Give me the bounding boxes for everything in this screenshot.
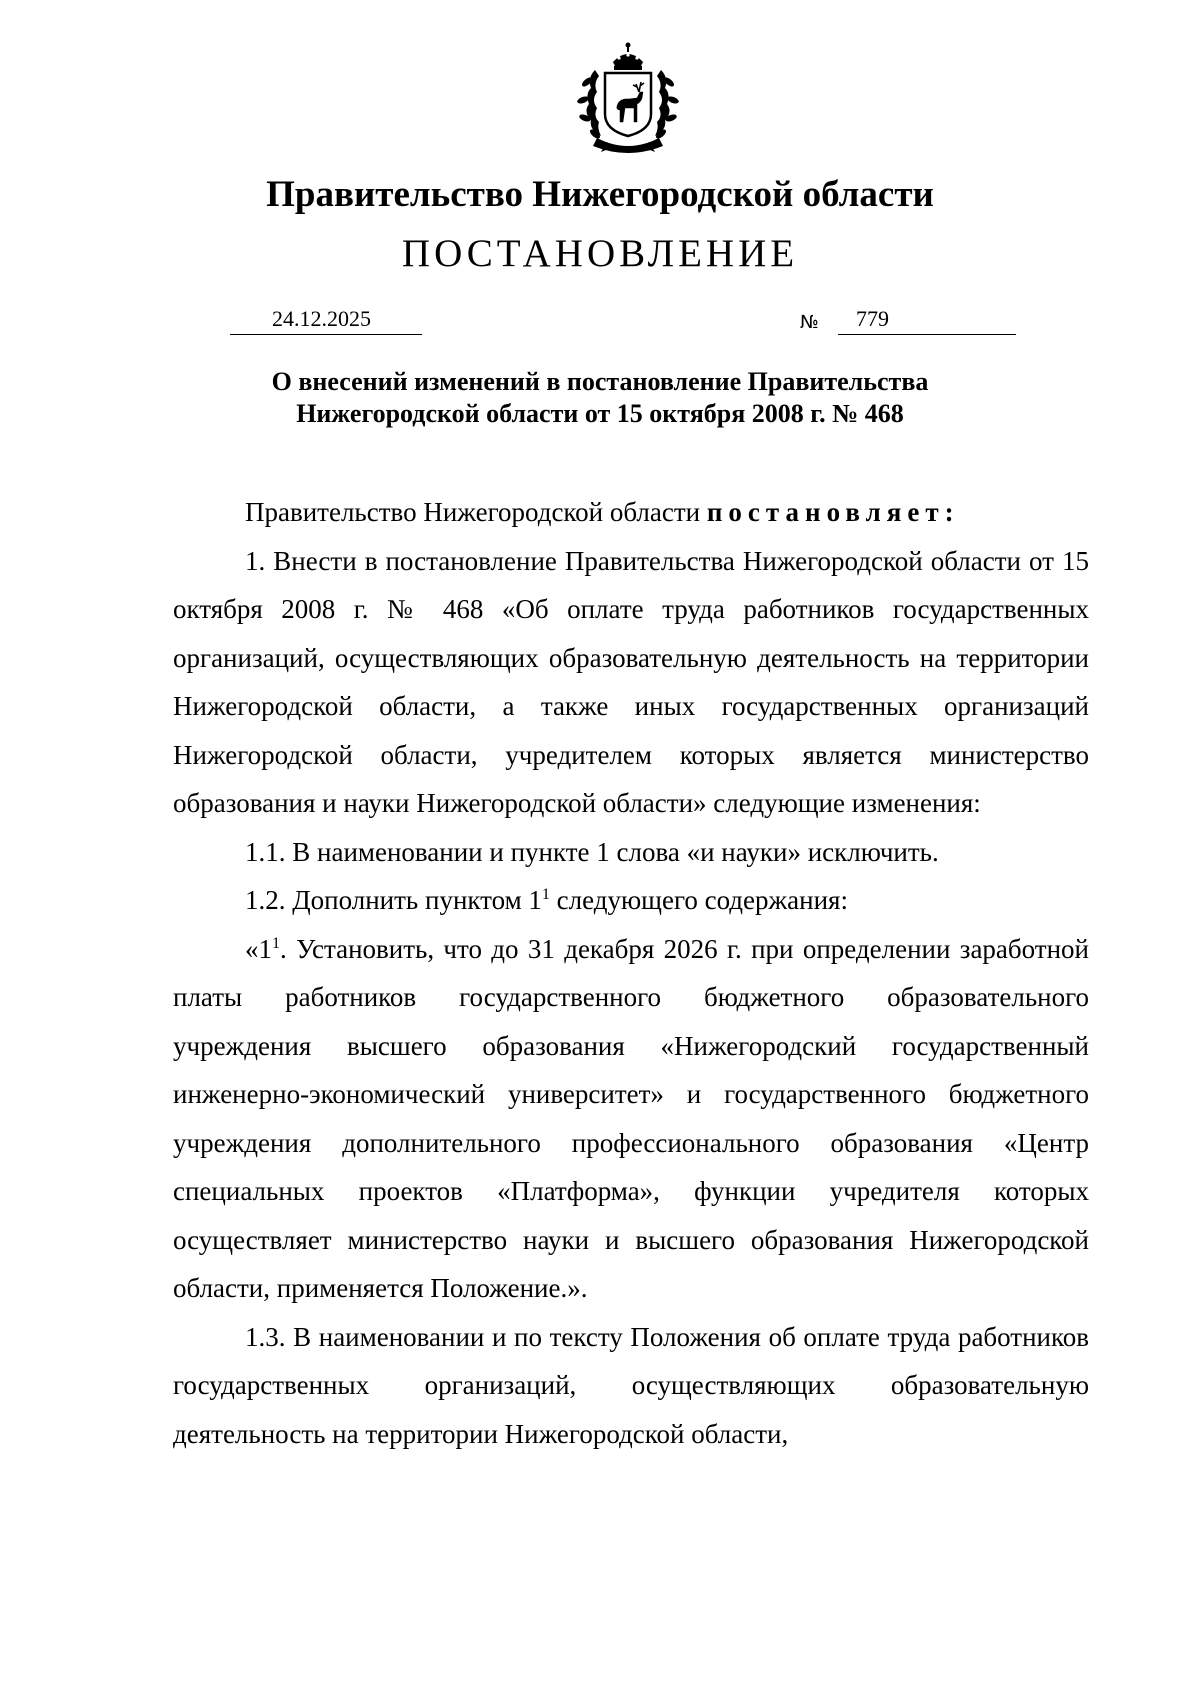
document-number: 779 <box>856 306 889 331</box>
paragraph-1: 1. Внести в постановление Правительства Нижегородской области от 15 октября 2008 г. № 468 «Об оплате труда работников государственных организаций, осуществляющих образовательную деятельность на территории Нижегородской области, а также иных государственных организаций Нижегородской области, учредителем которых является министерство образования и науки Нижегородской области» следующие изменения: <box>173 545 1089 818</box>
intro-verb: постановляет: <box>706 497 960 527</box>
crown-icon <box>613 43 643 71</box>
quoted-paragraph <box>173 925 1089 1313</box>
number-sign: № <box>800 312 819 333</box>
paragraph-1-2 <box>173 876 1089 925</box>
quoted-paragraph-superscript: 1 <box>272 934 280 952</box>
quoted-paragraph-end: . Установить, что до 31 декабря 2026 г. при определении заработной платы работников государственного бюджетного образовательного учреждения высшего образования «Нижегородский государственный инженерно-экономический университет» и государственного бюджетного учреждения дополнительного профессионального образования «Центр специальных проектов «Платформа», функции учредителя которых осуществляет министерство науки и высшего образования Нижегородской области, применяется Положение.». <box>173 933 1089 1303</box>
paragraph-1-2-start: 1.2. Дополнить пунктом 1 <box>245 885 542 915</box>
date-field <box>230 304 422 335</box>
document-body <box>173 488 1089 1458</box>
subject-line-1: О внесений изменений в постановление Правительства <box>271 367 929 396</box>
document-subject <box>150 366 1050 430</box>
intro-paragraph <box>173 488 1089 537</box>
subject-line-2: Нижегородской области от 15 октября 2008 г. № 468 <box>296 399 904 428</box>
oak-wreath-left-icon <box>576 70 601 140</box>
oak-wreath-right-icon <box>654 70 679 140</box>
paragraph-1-2-superscript: 1 <box>541 886 550 903</box>
document-type: ПОСТАНОВЛЕНИЕ <box>401 232 799 275</box>
government-title: Правительство Нижегородской области <box>266 174 934 215</box>
number-field <box>838 304 1016 335</box>
paragraph-1-2-end: следующего содержания: <box>549 885 848 915</box>
coat-of-arms-icon <box>567 42 689 154</box>
intro-lead: Правительство Нижегородской области <box>245 497 707 527</box>
quoted-paragraph-start: «1 <box>245 933 272 964</box>
ribbon-icon <box>593 138 663 153</box>
document-date: 24.12.2025 <box>272 306 371 331</box>
paragraph-1-3: 1.3. В наименовании и по тексту Положения об оплате труда работников государственных организаций, осуществляющих образовательную деятельность на территории Нижегородской области, <box>173 1321 1089 1449</box>
paragraph-1-1: 1.1. В наименовании и пункте 1 слова «и науки» исключить. <box>245 836 939 867</box>
